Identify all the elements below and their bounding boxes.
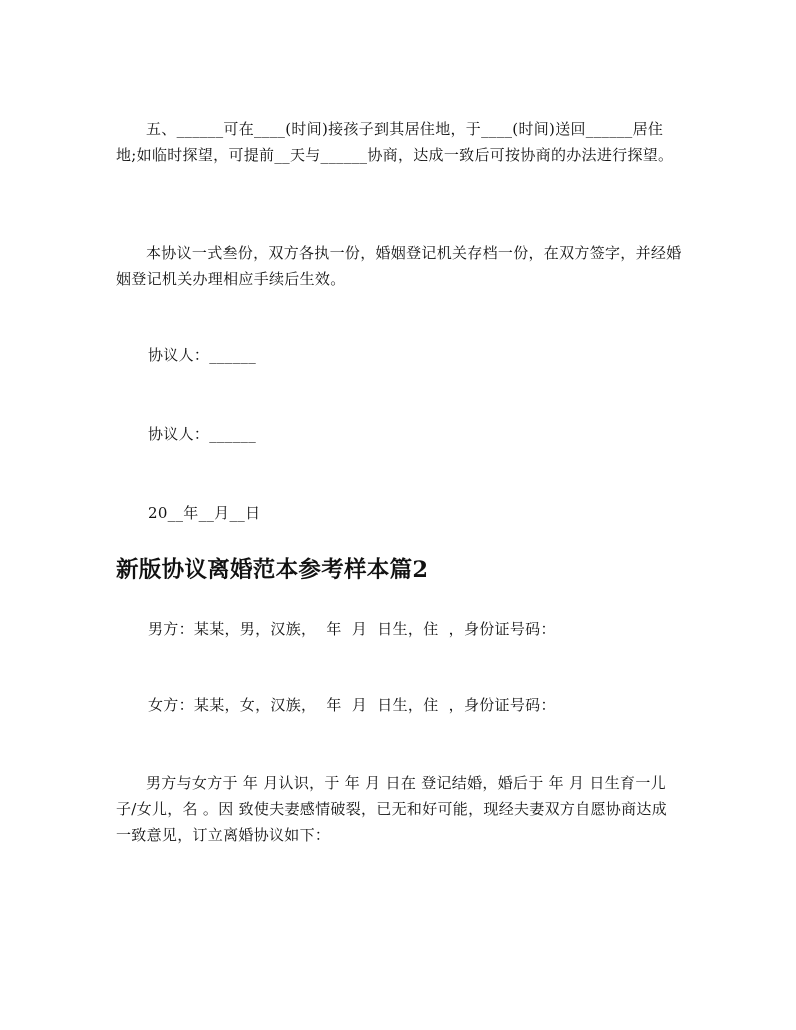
signatory-line-1: 协议人：______ xyxy=(148,346,257,364)
male-party-line: 男方：某某，男，汉族， 年 月 日生，住 ，身份证号码： xyxy=(148,620,556,638)
clause-five-paragraph: 五、______可在____(时间)接孩子到其居住地，于____(时间)送回______居住地;如临时探望，可提前__天与______协商，达成一致后可按协商的办法进行探望。 xyxy=(116,120,674,164)
female-party-line: 女方：某某，女，汉族， 年 月 日生，住 ，身份证号码： xyxy=(148,696,556,714)
copies-clause-paragraph: 本协议一式叁份，双方各执一份，婚姻登记机关存档一份，在双方签字，并经婚姻登记机关办理相应手续后生效。 xyxy=(116,244,682,288)
date-line: 20__年__月__日 xyxy=(148,504,261,522)
signatory-line-2: 协议人：______ xyxy=(148,425,257,443)
intro-paragraph: 男方与女方于 年 月认识，于 年 月 日在 登记结婚，婚后于 年 月 日生育一儿子/女儿，名 。因 致使夫妻感情破裂，已无和好可能，现经夫妻双方自愿协商达成一致意见，订立离婚协议如下： xyxy=(116,774,667,844)
section-title: 新版协议离婚范本参考样本篇2 xyxy=(116,557,429,583)
